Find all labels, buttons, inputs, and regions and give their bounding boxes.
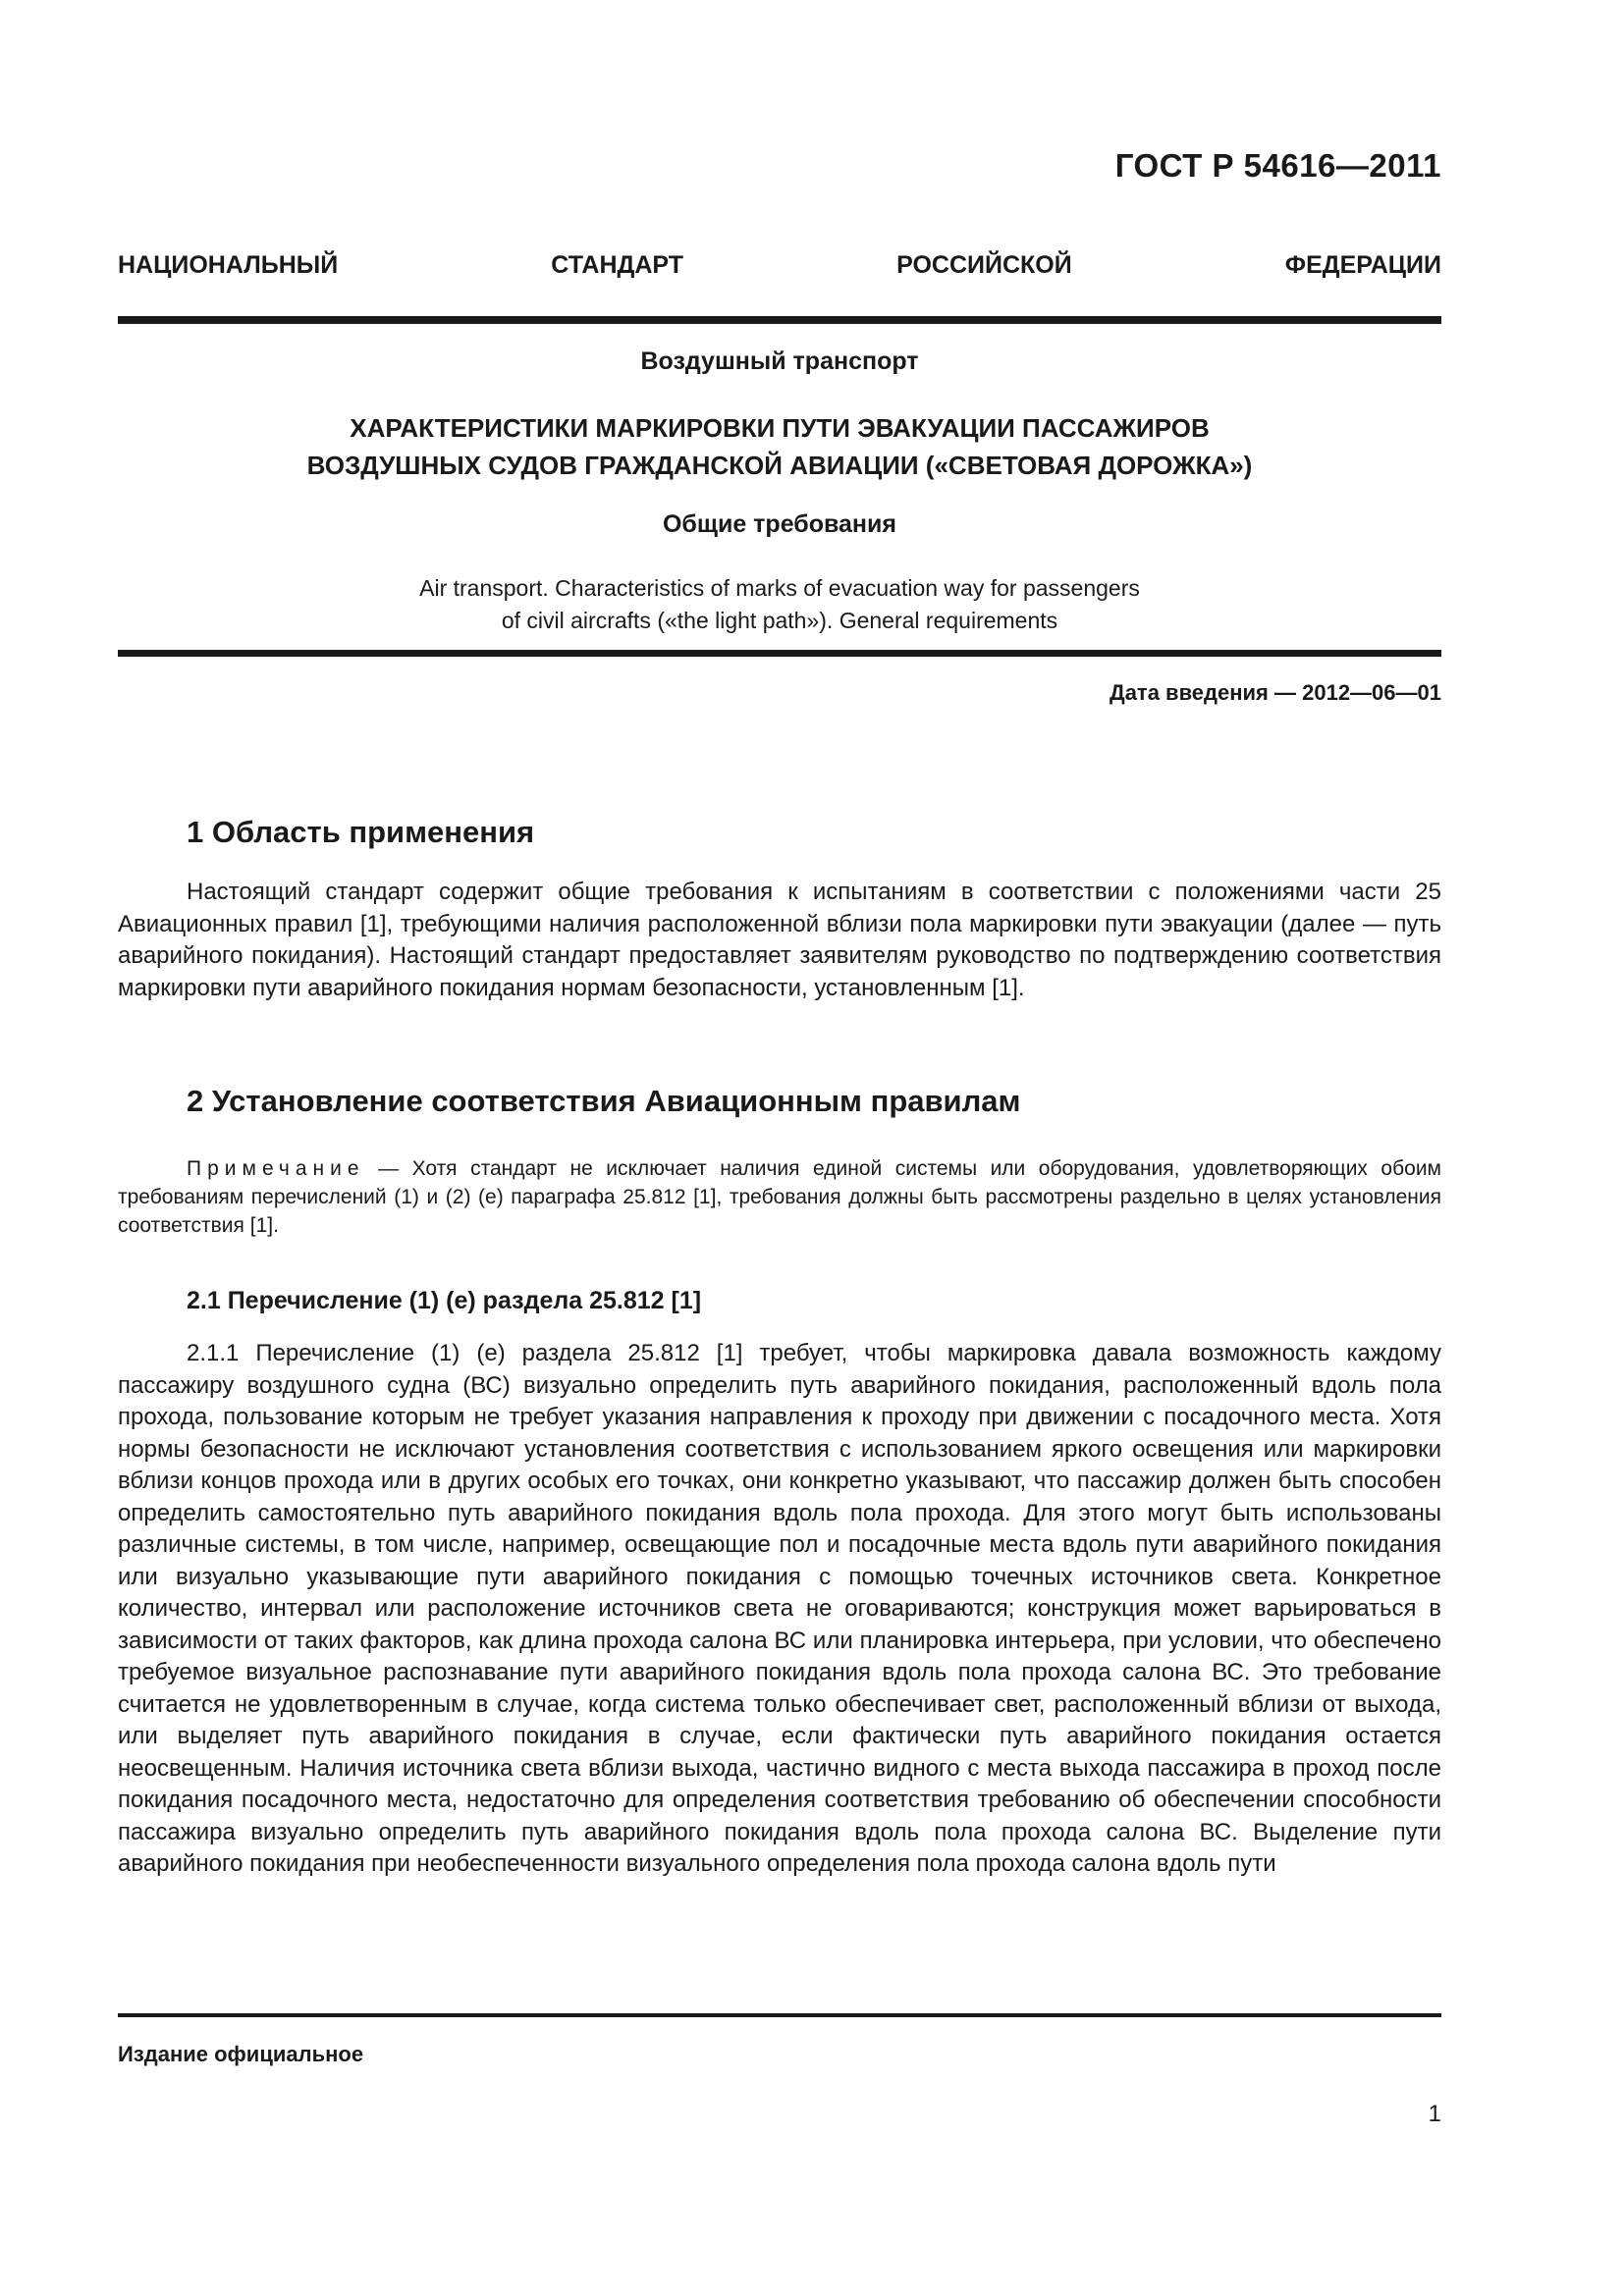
header-divider [118, 316, 1441, 324]
title-line-2: ВОЗДУШНЫХ СУДОВ ГРАЖДАНСКОЙ АВИАЦИИ («СВЕТОВАЯ ДОРОЖКА») [306, 451, 1253, 480]
document-subject: Воздушный транспорт [640, 347, 919, 375]
english-title [118, 572, 1441, 637]
title-divider [118, 650, 1441, 657]
section-2-note [118, 1154, 1441, 1240]
standard-number: ГОСТ Р 54616—2011 [1114, 147, 1441, 184]
title-line-1: ХАРАКТЕРИСТИКИ МАРКИРОВКИ ПУТИ ЭВАКУАЦИИ ПАССАЖИРОВ [350, 413, 1210, 443]
note-label: Примечание [187, 1157, 365, 1180]
national-standard-banner: НАЦИОНАЛЬНЫЙ СТАНДАРТ РОССИЙСКОЙ ФЕДЕРАЦИИ [118, 251, 1441, 279]
edition-label: Издание официальное [118, 2042, 364, 2066]
introduction-date: Дата введения — 2012—06—01 [1110, 680, 1441, 705]
document-subtitle: Общие требования [662, 510, 896, 538]
subsection-2-1-heading: 2.1 Перечисление (1) (е) раздела 25.812 [1] [187, 1287, 702, 1314]
note-text: — Хотя стандарт не исключает наличия единой системы или оборудования, удовлетворяющих обоим требованиям перечислений (1) и (2) (е) параграфа 25.812 [1], требования должны быть рассмотрены раздельно в целях установления соответствия [1]. [118, 1157, 1441, 1237]
subsection-2-1-text: 2.1.1 Перечисление (1) (е) раздела 25.812 [1] требует, чтобы маркировка давала возможность каждому пассажиру воздушного судна (ВС) визуально определить путь аварийного покидания, расположенный вдоль пола прохода, пользование которым не требует указания направления к проходу при движении с посадочного места. Хотя нормы безопасности не исключают установления соответствия с использованием яркого освещения или маркировки вблизи концов прохода или в других особых его точках, они конкретно указывают, что пассажир должен быть способен определить самостоятельно путь аварийного покидания вдоль пола прохода. Для этого могут быть использованы различные системы, в том числе, например, освещающие пол и посадочные места вдоль пути аварийного покидания или визуально указывающие пути аварийного покидания с помощью точечных источников света. Конкретное количество, интервал или расположение источников света не оговариваются; конструкция может варьироваться в зависимости от таких факторов, как длина прохода салона ВС или планировка интерьера, при условии, что обеспечено требуемое визуальное распознавание пути аварийного покидания вдоль пола прохода салона ВС. Это требование считается не удовлетворенным в случае, когда система только обеспечивает свет, расположенный вблизи от выхода, или выделяет путь аварийного покидания в случае, если фактически путь аварийного покидания остается неосвещенным. Наличия источника света вблизи выхода, частично видного с места выхода пассажира в проход после покидания посадочного места, недостаточно для определения соответствия требованию об обеспечении способности пассажира визуально определить путь аварийного покидания вдоль пола прохода салона ВС. Выделение пути аварийного покидания при необеспеченности визуального определения пола прохода салона вдоль пути [118, 1340, 1441, 1877]
document-title [118, 409, 1441, 484]
section-1-text: Настоящий стандарт содержит общие требования к испытаниям в соответствии с положениями части 25 Авиационных правил [1], требующими наличия расположенной вблизи пола маркировки пути эвакуации (далее — путь аварийного покидания). Настоящий стандарт предоставляет заявителям руководство по подтверждению соответствия маркировки пути аварийного покидания нормам безопасности, установленным [1]. [118, 879, 1441, 1001]
section-1-heading: 1 Область применения [187, 815, 535, 849]
footer-divider [118, 2013, 1441, 2017]
page-number: 1 [1428, 2101, 1441, 2127]
english-title-line-2: of civil aircrafts («the light path»). General requirements [501, 608, 1058, 633]
section-2-heading: 2 Установление соответствия Авиационным правилам [187, 1084, 1021, 1118]
english-title-line-1: Air transport. Characteristics of marks of evacuation way for passengers [419, 575, 1140, 601]
